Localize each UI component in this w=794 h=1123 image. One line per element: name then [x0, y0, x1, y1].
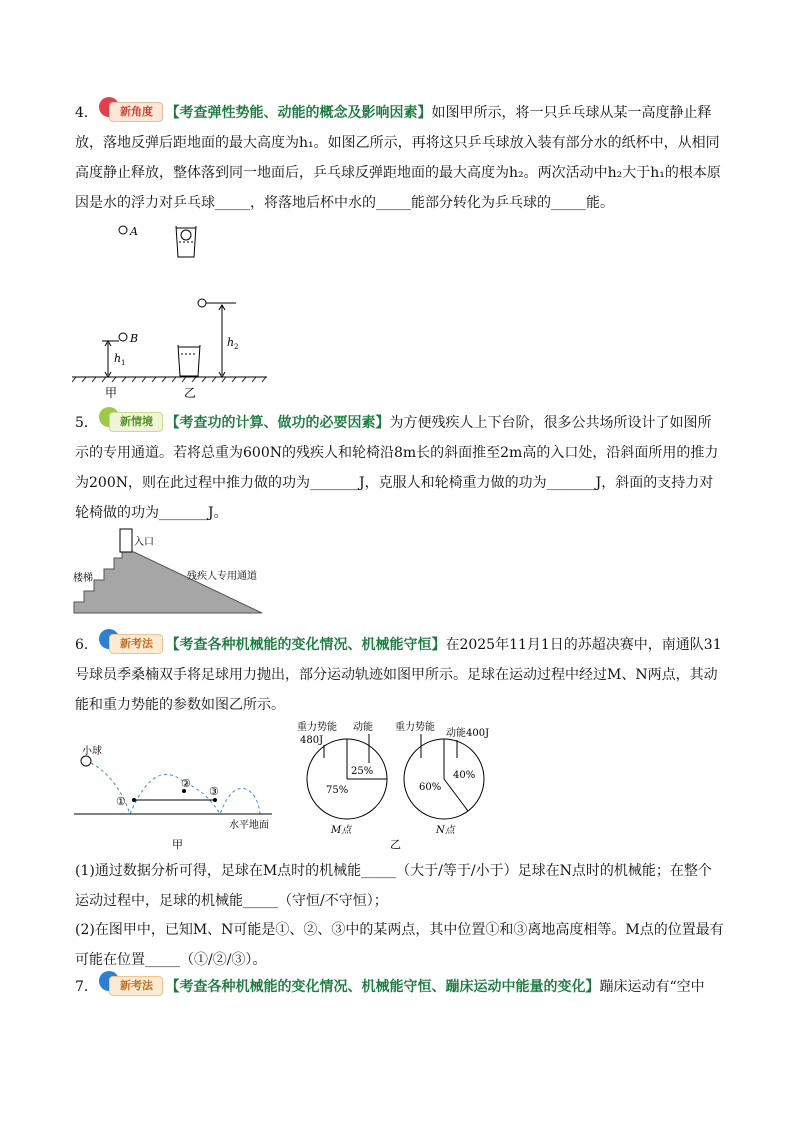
- label-jia: 甲: [172, 838, 183, 851]
- m-ke-pct: 25%: [351, 766, 374, 777]
- label-h2: h: [227, 336, 235, 349]
- question-text: 为方便残疾人上下台阶，很多公共场所设计了如图所示的专用通道。若将总重为600N的残疾人和轮椅沿8m长的斜面推至2m高的入口处，沿斜面所用的推力为200N，则在此过程中推力做的功为_______J，克服人和轮椅重力做的功为_______J，斜面的支持力对轮椅做的功为_______J。: [75, 415, 719, 521]
- question-5: [75, 408, 725, 528]
- ramp-and-stairs: [74, 552, 262, 613]
- label-pos-3: ③: [209, 785, 219, 798]
- label-a: A: [130, 225, 138, 238]
- label-ground: 水平地面: [229, 820, 269, 831]
- badge-label: 新考法: [109, 976, 163, 996]
- question-4: [75, 98, 725, 218]
- pie-m: [297, 720, 387, 836]
- question-number: 4．: [75, 105, 98, 121]
- question-6-sub1: [75, 856, 725, 916]
- label-entrance: 入口: [134, 537, 154, 548]
- m-ke-label: 动能: [353, 722, 373, 733]
- question-tag: 【考查弹性势能、动能的概念及影响因素】: [165, 105, 432, 121]
- pie-n: [395, 720, 489, 836]
- ball-icon: [81, 756, 91, 766]
- label-b: B: [130, 332, 139, 345]
- n-pe-pct: 60%: [419, 782, 442, 793]
- label-stairs: 楼梯: [73, 573, 93, 584]
- question-number: 7．: [75, 979, 98, 995]
- ball-a: [119, 226, 127, 234]
- n-name: N点: [436, 825, 455, 836]
- question-6-sub2: [75, 915, 725, 975]
- badge-new-angle: [99, 100, 161, 122]
- n-ke-label: 动能400J: [446, 728, 490, 739]
- question-6: [75, 630, 725, 720]
- ground-hatch: [72, 377, 266, 382]
- question-tag: 【考查各种机械能的变化情况、机械能守恒、蹦床运动中能量的变化】: [165, 979, 600, 995]
- question-text: 蹦床运动有“空中: [599, 979, 705, 995]
- badge-new-method: [99, 632, 161, 654]
- m-name: M点: [331, 825, 352, 836]
- label-ball: 小球: [82, 746, 102, 757]
- cup-bottom: [178, 345, 200, 376]
- ball-b: [119, 333, 127, 341]
- m-value: 480J: [300, 735, 324, 746]
- label-h2-sub: 2: [234, 343, 239, 351]
- label-ramp: 残疾人专用通道: [187, 571, 257, 582]
- badge-new-method: [99, 974, 161, 996]
- n-ke-pct: 40%: [453, 770, 476, 781]
- cup-top: [176, 226, 196, 257]
- figure-q4: [72, 222, 272, 400]
- label-yi: 乙: [390, 838, 401, 851]
- label-jia: 甲: [105, 386, 118, 400]
- badge-label: 新考法: [109, 634, 163, 654]
- badge-label: 新角度: [109, 102, 163, 122]
- label-pos-2: ②: [181, 777, 191, 790]
- badge-new-scenario: [99, 410, 161, 432]
- label-yi: 乙: [184, 386, 197, 400]
- label-h1: h: [114, 352, 122, 365]
- question-text: 如图甲所示，将一只乒乓球从某一高度静止释放，落地反弹后距地面的最大高度为h₁。如图乙所示，再将这只乒乓球放入装有部分水的纸杯中，从相同高度静止释放，整体落到同一地面后，乒乓球反弹距地面的最大高度为h₂。两次活动中h₂大于h₁的根本原因是水的浮力对乒乓球_____，将落地后杯中水的_____能部分转化为乒乓球的_____能。: [75, 105, 721, 211]
- question-number: 6．: [75, 637, 98, 653]
- n-pe-label: 重力势能: [395, 722, 435, 733]
- sub-question-1: (1)通过数据分析可得，足球在M点时的机械能_____（大于/等于/小于）足球在N点时的机械能；在整个运动过程中，足球的机械能_____（守恒/不守恒）；: [75, 863, 712, 909]
- question-text: 在2025年11月1日的苏超决赛中，南通队31号球员季桑楠双手将足球用力抛出，部分运动轨迹如图甲所示。足球在运动过程中经过M、N两点，其动能和重力势能的参数如图乙所示。: [75, 637, 722, 713]
- question-7: [75, 972, 725, 1002]
- question-number: 5．: [75, 415, 98, 431]
- figure-q6: [72, 712, 732, 854]
- ball-top: [198, 299, 206, 307]
- label-pos-1: ①: [116, 795, 126, 808]
- m-pe-label: 重力势能: [297, 722, 337, 733]
- entrance-door: [120, 529, 132, 552]
- question-tag: 【考查各种机械能的变化情况、机械能守恒】: [165, 637, 446, 653]
- label-h1-sub: 1: [121, 359, 126, 367]
- figure-q5: [72, 527, 272, 617]
- question-tag: 【考查功的计算、做功的必要因素】: [165, 415, 390, 431]
- m-pe-pct: 75%: [326, 785, 349, 796]
- sub-question-2: (2)在图甲中，已知M、N可能是①、②、③中的某两点，其中位置①和③离地高度相等。M点的位置最有可能在位置_____（①/②/③）。: [75, 922, 724, 968]
- badge-label: 新情境: [109, 412, 163, 432]
